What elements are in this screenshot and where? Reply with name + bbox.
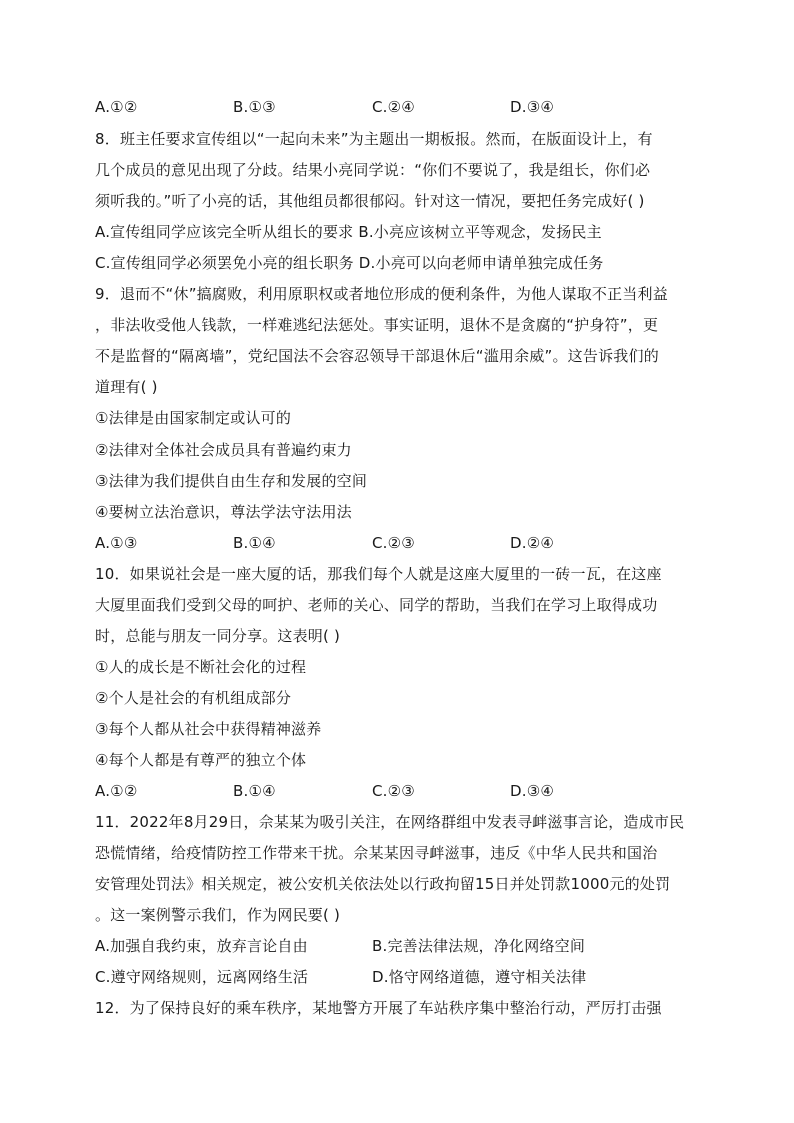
q10-option-a: A.①② — [95, 782, 138, 800]
q8-stem-line-2: 几个成员的意见出现了分歧。结果小亮同学说：“你们不要说了，我是组长，你们必 — [95, 161, 651, 179]
q12-stem-line-1: 12．为了保持良好的乘车秩序，某地警方开展了车站秩序集中整治行动，严厉打击强 — [95, 999, 662, 1017]
q11-option-c: C.遵守网络规则，远离网络生活 — [95, 968, 309, 986]
q7-option-c: C.②④ — [372, 98, 415, 116]
q9-stem-line-4: 道理有( ) — [95, 378, 158, 396]
q9-stem-line-2: ，非法收受他人钱款，一样难逃纪法惩处。事实证明，退休不是贪腐的“护身符”，更 — [95, 316, 659, 334]
q8-options-cd: C.宣传组同学必须罢免小亮的组长职务 D.小亮可以向老师申请单独完成任务 — [95, 254, 604, 272]
q11-stem-line-4: 。这一案例警示我们，作为网民要( ) — [95, 906, 341, 924]
q10-option-b: B.①④ — [233, 782, 276, 800]
q8-stem-line-3: 须听我的。”听了小亮的话，其他组员都很郁闷。针对这一情况，要把任务完成好( ) — [95, 192, 645, 210]
q10-statement-4: ④每个人都是有尊严的独立个体 — [95, 751, 307, 769]
q9-statement-2: ②法律对全体社会成员具有普遍约束力 — [95, 441, 352, 459]
q9-option-c: C.②③ — [372, 534, 415, 552]
q9-stem-line-3: 不是监督的“隔离墙”，党纪国法不会容忍领导干部退休后“滥用余威”。这告诉我们的 — [95, 347, 659, 365]
q10-stem-line-2: 大厦里面我们受到父母的呵护、老师的关心、同学的帮助，当我们在学习上取得成功 — [95, 596, 658, 614]
q9-statement-3: ③法律为我们提供自由生存和发展的空间 — [95, 472, 368, 490]
q11-option-d: D.恪守网络道德，遵守相关法律 — [372, 968, 587, 986]
q10-statement-2: ②个人是社会的有机组成部分 — [95, 689, 292, 707]
q9-option-a: A.①③ — [95, 534, 138, 552]
q10-option-d: D.③④ — [510, 782, 555, 800]
q10-statement-3: ③每个人都从社会中获得精神滋养 — [95, 720, 322, 738]
q8-stem-line-1: 8．班主任要求宣传组以“一起向未来”为主题出一期板报。然而，在版面设计上，有 — [95, 130, 653, 148]
q10-stem-line-3: 时，总能与朋友一同分享。这表明( ) — [95, 627, 341, 645]
q10-stem-line-1: 10．如果说社会是一座大厦的话，那我们每个人就是这座大厦里的一砖一瓦，在这座 — [95, 565, 662, 583]
q10-option-c: C.②③ — [372, 782, 415, 800]
q10-statement-1: ①人的成长是不断社会化的过程 — [95, 658, 307, 676]
q8-options-ab: A.宣传组同学应该完全听从组长的要求 B.小亮应该树立平等观念，发扬民主 — [95, 223, 602, 241]
q9-stem-line-1: 9．退而不“休”搞腐败，利用原职权或者地位形成的便利条件，为他人谋取不正当利益 — [95, 285, 668, 303]
q11-stem-line-3: 安管理处罚法》相关规定，被公安机关依法处以行政拘留15日并处罚款1000元的处罚 — [95, 875, 671, 893]
q11-option-b: B.完善法律法规，净化网络空间 — [372, 937, 586, 955]
q9-statement-4: ④要树立法治意识，尊法学法守法用法 — [95, 503, 352, 521]
q9-option-d: D.②④ — [510, 534, 555, 552]
q9-option-b: B.①④ — [233, 534, 276, 552]
q11-option-a: A.加强自我约束，放弃言论自由 — [95, 937, 308, 955]
q7-option-b: B.①③ — [233, 98, 276, 116]
q9-statement-1: ①法律是由国家制定或认可的 — [95, 409, 292, 427]
q11-stem-line-1: 11．2022年8月29日，佘某某为吸引关注，在网络群组中发表寻衅滋事言论，造成市民 — [95, 813, 685, 831]
q7-option-a: A.①② — [95, 98, 138, 116]
q7-option-d: D.③④ — [510, 98, 555, 116]
q11-stem-line-2: 恐慌情绪，给疫情防控工作带来干扰。佘某某因寻衅滋事，违反《中华人民共和国治 — [95, 844, 658, 862]
